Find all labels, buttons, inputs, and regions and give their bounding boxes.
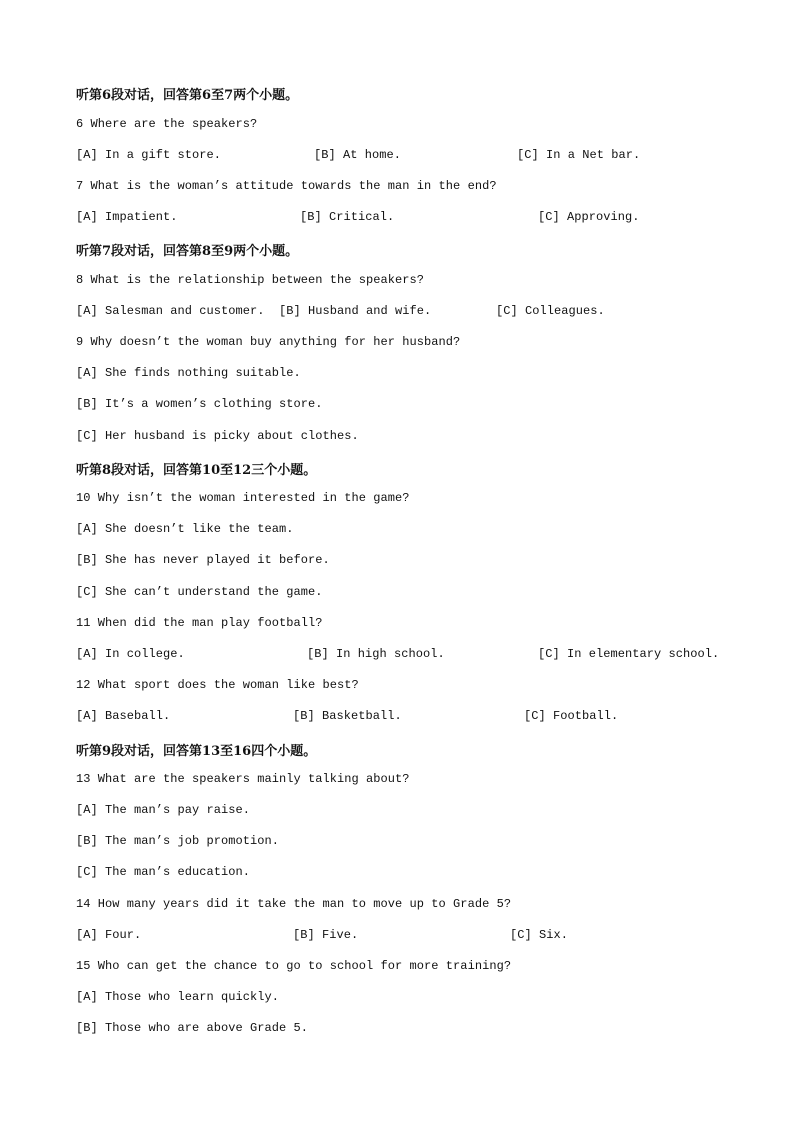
- option-a: [A] She finds nothing suitable.: [76, 366, 301, 380]
- section-heading: 听第9段对话，回答第13至16四个小题。: [76, 744, 317, 759]
- option-b: [B] Those who are above Grade 5.: [76, 1021, 309, 1035]
- option-c: [C] The man’s education.: [76, 865, 251, 879]
- option-a: [A] Salesman and customer.: [76, 304, 265, 318]
- question-12: 12 What sport does the woman like best?: [76, 678, 359, 692]
- option-b: [B] Critical.: [300, 210, 395, 224]
- question-8: 8 What is the relationship between the speakers?: [76, 273, 425, 287]
- question-7: 7 What is the woman’s attitude towards the man in the end?: [76, 179, 497, 193]
- option-b: [B] The man’s job promotion.: [76, 834, 280, 848]
- question-10: 10 Why isn’t the woman interested in the game?: [76, 491, 410, 505]
- section-heading: 听第7段对话，回答第8至9两个小题。: [76, 244, 299, 259]
- option-b: [B] At home.: [314, 148, 402, 162]
- section-heading: 听第6段对话，回答第6至7两个小题。: [76, 88, 299, 103]
- option-c: [C] In a Net bar.: [517, 148, 641, 162]
- option-c: [C] Her husband is picky about clothes.: [76, 429, 359, 443]
- option-c: [C] Approving.: [538, 210, 640, 224]
- question-14: 14 How many years did it take the man to move up to Grade 5?: [76, 897, 512, 911]
- option-b: [B] Basketball.: [293, 709, 402, 723]
- option-b: [B] Five.: [293, 928, 359, 942]
- option-b: [B] Husband and wife.: [279, 304, 432, 318]
- option-a: [A] Baseball.: [76, 709, 171, 723]
- option-a: [A] Those who learn quickly.: [76, 990, 280, 1004]
- question-6: 6 Where are the speakers?: [76, 117, 258, 131]
- options-row: [0, 709, 794, 727]
- option-c: [C] Football.: [524, 709, 619, 723]
- options-row: [0, 210, 794, 228]
- option-b: [B] It’s a women’s clothing store.: [76, 397, 323, 411]
- question-15: 15 Who can get the chance to go to school for more training?: [76, 959, 512, 973]
- option-a: [A] In a gift store.: [76, 148, 222, 162]
- option-a: [A] Impatient.: [76, 210, 178, 224]
- section-heading: 听第8段对话，回答第10至12三个小题。: [76, 463, 317, 478]
- option-b: [B] In high school.: [307, 647, 445, 661]
- option-c: [C] She can’t understand the game.: [76, 585, 323, 599]
- option-a: [A] In college.: [76, 647, 185, 661]
- option-b: [B] She has never played it before.: [76, 553, 330, 567]
- option-a: [A] Four.: [76, 928, 142, 942]
- option-c: [C] Colleagues.: [496, 304, 605, 318]
- question-13: 13 What are the speakers mainly talking about?: [76, 772, 410, 786]
- question-9: 9 Why doesn’t the woman buy anything for her husband?: [76, 335, 461, 349]
- options-row: [0, 928, 794, 946]
- option-a: [A] The man’s pay raise.: [76, 803, 251, 817]
- option-a: [A] She doesn’t like the team.: [76, 522, 294, 536]
- question-11: 11 When did the man play football?: [76, 616, 323, 630]
- options-row: [0, 148, 794, 166]
- options-row: [0, 304, 794, 322]
- option-c: [C] Six.: [510, 928, 569, 942]
- option-c: [C] In elementary school.: [538, 647, 720, 661]
- options-row: [0, 647, 794, 665]
